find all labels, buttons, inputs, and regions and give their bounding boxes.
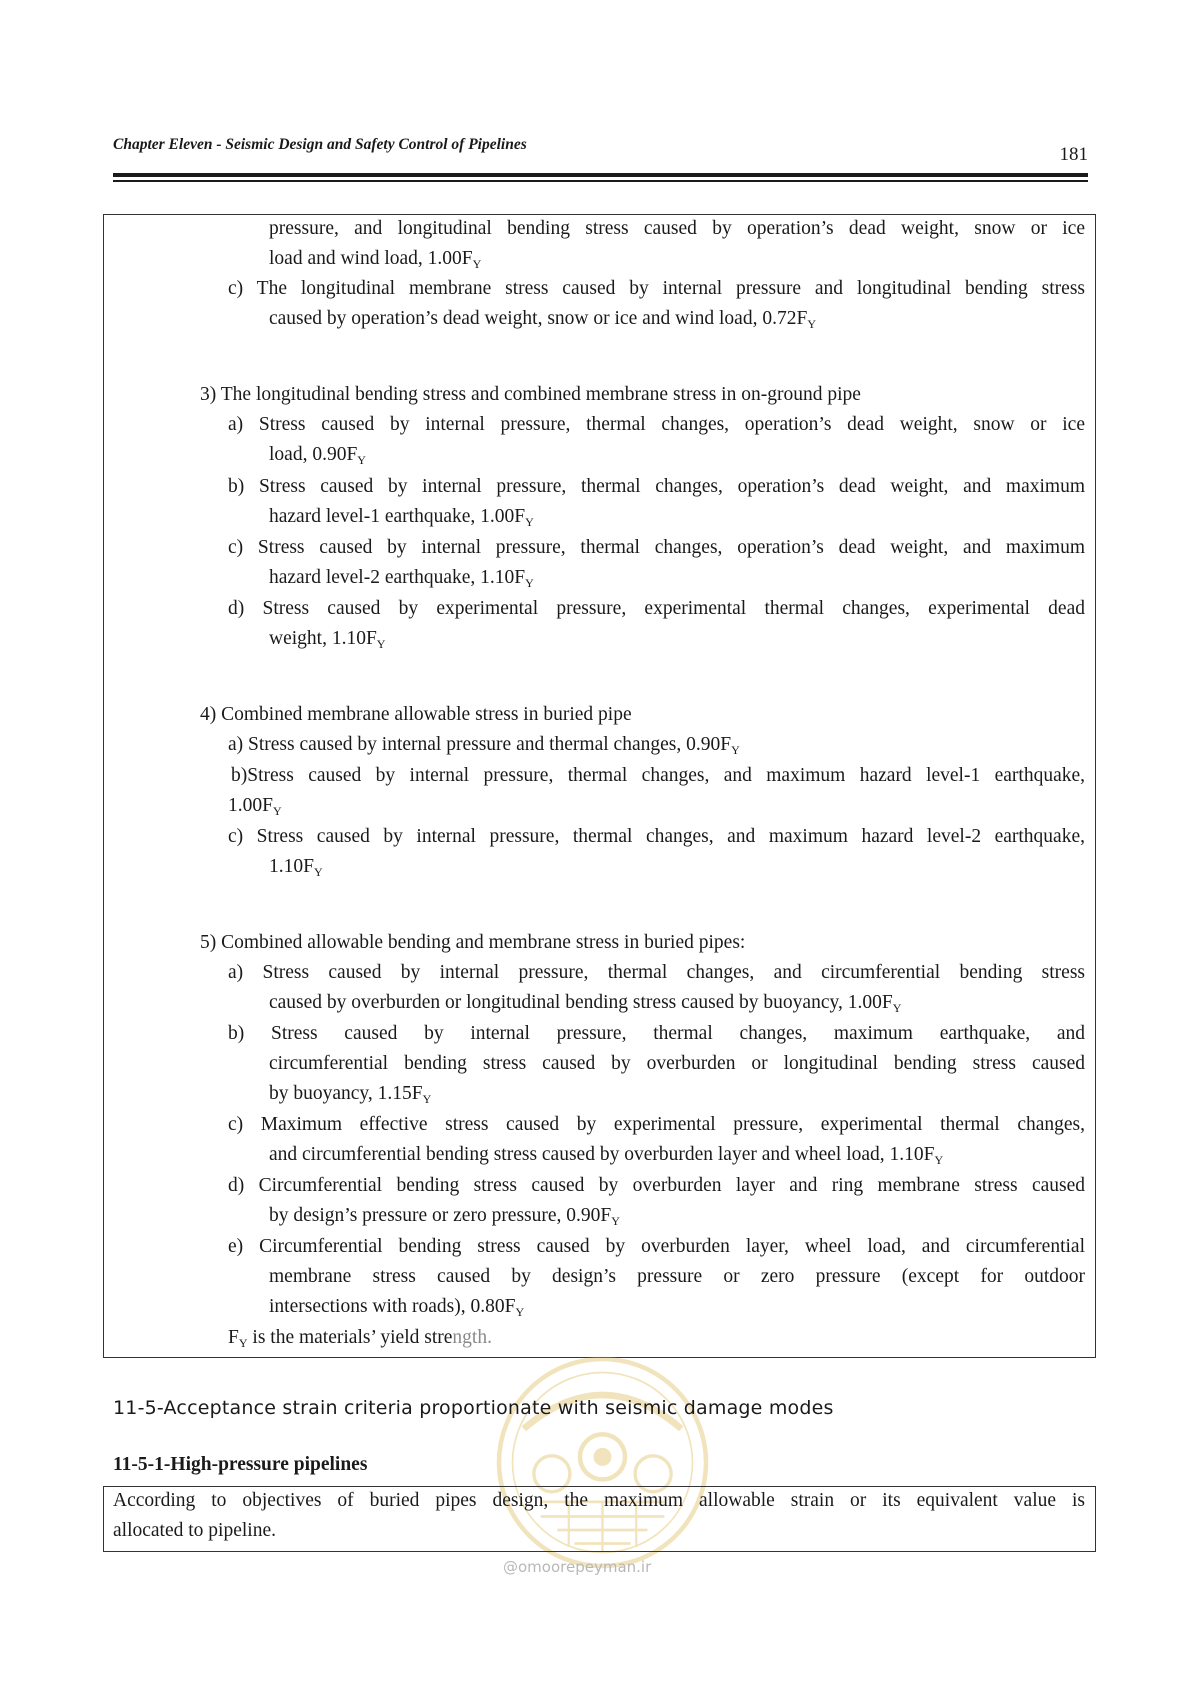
line-text: caused by operation’s dead weight, snow or ice and wind load, 0.72F (269, 308, 808, 329)
item-heading (200, 700, 632, 730)
box-line (228, 730, 740, 760)
subscript: Y (472, 257, 482, 271)
line-text: b) Stress caused by internal pressure, thermal changes, operation’s dead weight, and maximum (228, 476, 1085, 497)
line-text: by design’s pressure or zero pressure, 0.90F (269, 1205, 612, 1226)
box-line (269, 563, 534, 593)
definition-line (113, 1516, 276, 1546)
box-line (269, 440, 366, 470)
line-text: c) The longitudinal membrane stress caused by internal pressure and longitudinal bending stress (228, 278, 1085, 299)
box-line (228, 533, 1085, 563)
section-heading: 11-5-Acceptance strain criteria proportionate with seismic damage modes (113, 1397, 834, 1419)
line-text: is the materials’ yield stre (247, 1327, 453, 1348)
line-text: d) Stress caused by experimental pressure, experimental thermal changes, experimental dead (228, 598, 1085, 619)
line-text: hazard level-2 earthquake, 1.10F (269, 567, 526, 588)
subscript: Y (238, 1336, 248, 1350)
yield-strength-note (228, 1323, 492, 1353)
page-number: 181 (1059, 144, 1088, 165)
line-text: by buoyancy, 1.15F (269, 1083, 423, 1104)
box-line (269, 1292, 524, 1322)
box-line (269, 214, 1085, 244)
line-text: hazard level-1 earthquake, 1.00F (269, 506, 526, 527)
line-text: intersections with roads), 0.80F (269, 1296, 516, 1317)
header-rule-thin (113, 180, 1088, 182)
box-line (269, 502, 534, 532)
definition-line (113, 1486, 1085, 1516)
subscript: Y (525, 515, 534, 529)
box-line (269, 1049, 1085, 1079)
box-line (228, 822, 1085, 852)
line-text: a) Stress caused by internal pressure, thermal changes, and circumferential bending stress (228, 962, 1085, 983)
box-line (231, 761, 1085, 791)
box-line (228, 791, 282, 821)
box-line (269, 852, 323, 882)
box-line (269, 988, 901, 1018)
line-text: b)Stress caused by internal pressure, thermal changes, and maximum hazard level-1 earthquake, (231, 765, 1085, 786)
line-text: caused by overburden or longitudinal bending stress caused by buoyancy, 1.00F (269, 992, 893, 1013)
line-text: pressure, and longitudinal bending stress caused by operation’s dead weight, snow or ice (269, 218, 1085, 239)
subscript: Y (934, 1153, 944, 1167)
box-line (228, 594, 1085, 624)
chapter-title: Chapter Eleven - Seismic Design and Safety Control of Pipelines (113, 136, 527, 153)
box-line (269, 244, 481, 274)
line-text: allocated to pipeline. (113, 1520, 276, 1541)
box-line (228, 1171, 1085, 1201)
box-line (228, 274, 1085, 304)
line-text: d) Circumferential bending stress caused by overburden layer and ring membrane stress caused (228, 1175, 1085, 1196)
subscript: Y (807, 317, 816, 331)
line-text: load, 0.90F (269, 444, 358, 465)
line-text: weight, 1.10F (269, 628, 377, 649)
line-text: 5) Combined allowable bending and membrane stress in buried pipes: (200, 932, 746, 953)
line-text: F (228, 1327, 239, 1348)
line-text: c) Maximum effective stress caused by experimental pressure, experimental thermal changes, (228, 1114, 1085, 1135)
box-line (228, 1110, 1085, 1140)
line-text: c) Stress caused by internal pressure, thermal changes, and maximum hazard level-2 earthquake, (228, 826, 1085, 847)
box-line (269, 624, 385, 654)
box-line (269, 1079, 431, 1109)
line-text: load and wind load, 1.00F (269, 248, 473, 269)
line-text: 1.10F (269, 856, 314, 877)
line-text: According to objectives of buried pipes design, the maximum allowable strain or its equivalent value is (113, 1490, 1085, 1511)
box-line (269, 1262, 1085, 1292)
item-heading (200, 928, 745, 958)
box-line (269, 304, 816, 334)
line-text: circumferential bending stress caused by overburden or longitudinal bending stress caused (269, 1053, 1085, 1074)
line-text: a) Stress caused by internal pressure and thermal changes, 0.90F (228, 734, 732, 755)
box-line (228, 1232, 1085, 1262)
subscript: Y (611, 1214, 620, 1228)
line-text: membrane stress caused by design’s pressure or zero pressure (except for outdoor (269, 1266, 1085, 1287)
item-heading (200, 380, 861, 410)
subscript: Y (422, 1092, 432, 1106)
subsection-heading: 11-5-1-High-pressure pipelines (113, 1454, 368, 1475)
line-text: c) Stress caused by internal pressure, thermal changes, operation’s dead weight, and maximum (228, 537, 1085, 558)
box-line (269, 1140, 943, 1170)
line-text: a) Stress caused by internal pressure, thermal changes, operation’s dead weight, snow or ice (228, 414, 1085, 435)
line-text: b) Stress caused by internal pressure, thermal changes, maximum earthquake, and (228, 1023, 1085, 1044)
subscript: Y (892, 1001, 902, 1015)
line-text: 4) Combined membrane allowable stress in buried pipe (200, 704, 632, 725)
box-line (228, 958, 1085, 988)
line-text: e) Circumferential bending stress caused by overburden layer, wheel load, and circumferential (228, 1236, 1085, 1257)
subscript: Y (515, 1305, 525, 1319)
box-line (228, 410, 1085, 440)
line-text: and circumferential bending stress caused by overburden layer and wheel load, 1.10F (269, 1144, 935, 1165)
line-text: 3) The longitudinal bending stress and combined membrane stress in on-ground pipe (200, 384, 861, 405)
watermark-url: @omoorepeyman.ir (503, 1558, 652, 1576)
subscript: Y (272, 804, 282, 818)
box-line (228, 1019, 1085, 1049)
line-text: ngth. (452, 1327, 492, 1348)
subscript: Y (357, 453, 366, 467)
subscript: Y (313, 865, 323, 879)
box-line (228, 472, 1085, 502)
box-line (269, 1201, 620, 1231)
line-text: 1.00F (228, 795, 273, 816)
subscript: Y (525, 576, 534, 590)
subscript: Y (731, 743, 740, 757)
subscript: Y (376, 637, 386, 651)
header-rule-thick (113, 173, 1088, 177)
